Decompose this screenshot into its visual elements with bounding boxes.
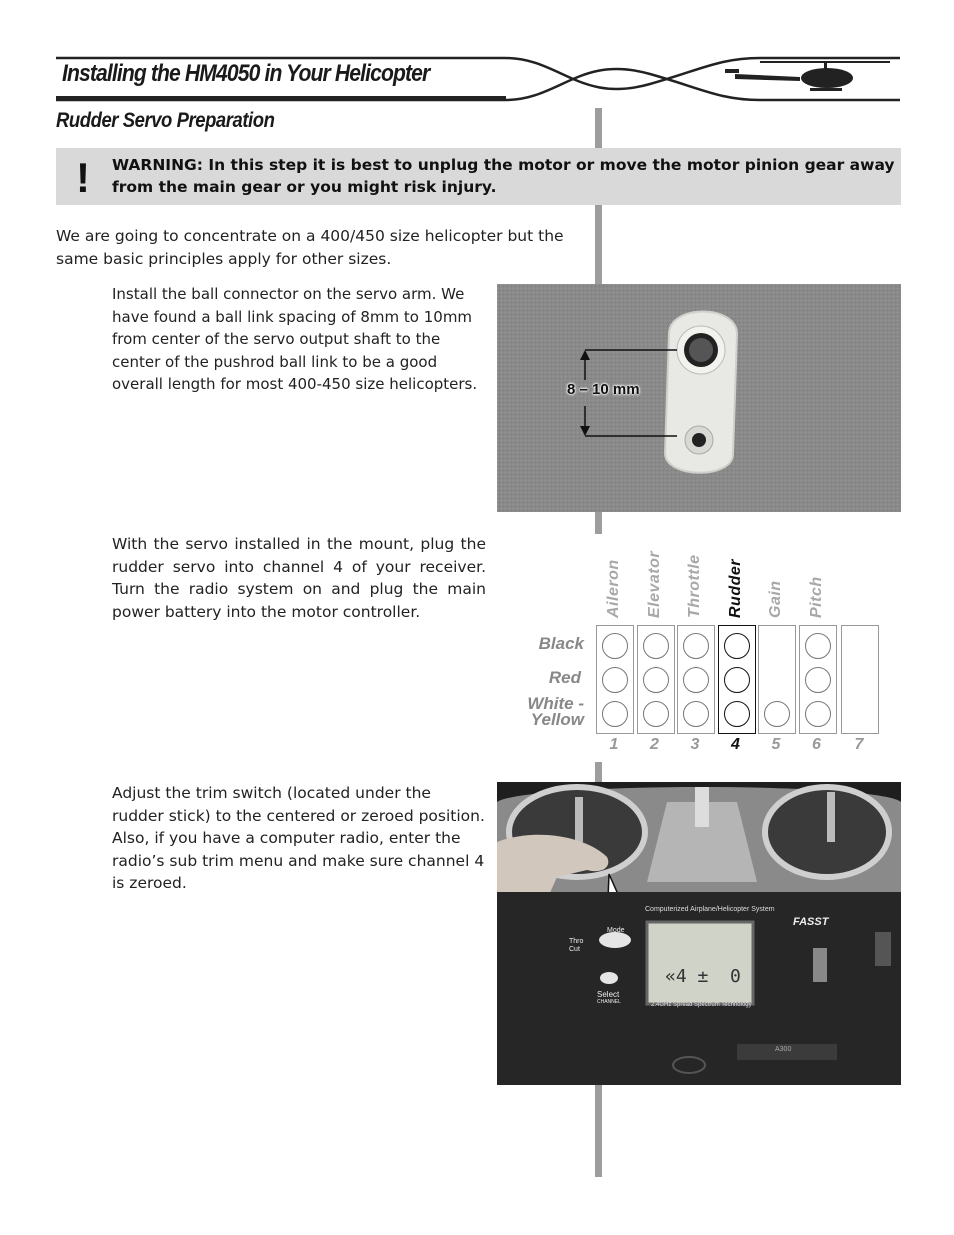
mode-label: Mode — [607, 927, 625, 934]
lcd-readout: «4 ± 0 — [665, 966, 741, 987]
pin-circle — [805, 667, 831, 693]
pin-circle — [602, 633, 628, 659]
channel-4-slot — [718, 625, 756, 734]
section-title: Rudder Servo Preparation — [56, 109, 275, 132]
helicopter-logo-icon — [725, 62, 890, 91]
column-divider — [595, 108, 602, 148]
servo-arm-photo — [497, 284, 901, 512]
pin-circle — [805, 701, 831, 727]
pin-circle — [724, 667, 750, 693]
pin-circle — [683, 633, 709, 659]
pin-circle — [643, 633, 669, 659]
intro-paragraph: We are going to concentrate on a 400/450 size helicopter but the same basic principles apply for other sizes. — [56, 227, 564, 268]
channel-6-number: 6 — [812, 736, 821, 753]
channel-2-slot — [637, 625, 675, 734]
channel-2-number: 2 — [650, 736, 659, 753]
header-banner — [0, 0, 954, 110]
footer-text: 2.4GHz Spread Spectrum Technology — [651, 1002, 752, 1008]
channel-5-slot — [758, 625, 796, 734]
column-divider — [595, 762, 602, 782]
pin-circle — [764, 701, 790, 727]
transmitter-photo — [497, 782, 901, 1085]
pin-circle — [724, 701, 750, 727]
model-text: A300 — [775, 1046, 792, 1053]
step2-paragraph: With the servo installed in the mount, plug the rudder servo into channel 4 of your receiver. Turn the radio system on and plug the main power battery into the motor controller. — [112, 535, 486, 621]
wire-label-white: White - — [527, 694, 584, 713]
channel-6-name: Pitch — [807, 576, 825, 618]
exclamation-icon: ! — [76, 154, 90, 201]
page-title: Installing the HM4050 in Your Helicopter — [62, 60, 430, 87]
wire-label-red: Red — [548, 668, 581, 687]
step3-paragraph: Adjust the trim switch (located under the rudder stick) to the centered or zeroed position. Also, if you have a computer radio, enter the radio’s sub trim menu and make sure channel 4 is zeroed. — [112, 784, 485, 893]
channel-7-slot — [841, 625, 879, 734]
column-divider — [595, 512, 602, 534]
pin-circle — [683, 701, 709, 727]
pin-circle — [643, 701, 669, 727]
channel-3-slot — [677, 625, 715, 734]
brand-logo-text: FASST — [793, 916, 829, 928]
warning-box — [56, 148, 901, 205]
pin-circle — [683, 667, 709, 693]
channel-4-number: 4 — [731, 736, 740, 753]
channel-1-number: 1 — [609, 736, 619, 753]
channel-3-number: 3 — [690, 736, 700, 753]
system-text: Computerized Airplane/Helicopter System — [645, 906, 775, 913]
channel-3-name: Throttle — [686, 554, 703, 618]
select-sub-label: CHANNEL — [597, 999, 621, 1005]
spacing-label: 8 – 10 mm — [567, 381, 640, 398]
pin-circle — [602, 667, 628, 693]
channel-1-name: Aileron — [605, 559, 622, 618]
channel-7-number: 7 — [854, 736, 864, 753]
channel-4-name: Rudder — [726, 559, 744, 618]
receiver-diagram — [510, 536, 890, 762]
wire-label-black: Black — [538, 634, 584, 653]
column-divider — [595, 205, 602, 285]
channel-2-name: Elevator — [645, 550, 663, 618]
channel-5-name: Gain — [767, 580, 784, 618]
throttle-cut-label: Thro Cut — [569, 938, 584, 953]
pin-circle — [602, 701, 628, 727]
select-label: Select — [597, 990, 620, 999]
channel-1-slot — [596, 625, 634, 734]
channel-5-number: 5 — [771, 736, 781, 753]
channel-6-slot — [799, 625, 837, 734]
pin-circle — [724, 633, 750, 659]
pin-circle — [643, 667, 669, 693]
wire-label-white-yellow — [510, 696, 584, 728]
pin-circle — [805, 633, 831, 659]
column-divider — [595, 1085, 602, 1177]
wire-label-yellow: Yellow — [530, 710, 584, 729]
step1-paragraph: Install the ball connector on the servo arm. We have found a ball link spacing of 8mm to 10mm from center of the servo output shaft to the center of the pushrod ball link to be a good overall length for most 400-450 size helicopters. — [112, 285, 478, 394]
warning-text: WARNING: In this step it is best to unplug the motor or move the motor pinion gear away from the main gear or you might risk injury. — [112, 156, 895, 196]
